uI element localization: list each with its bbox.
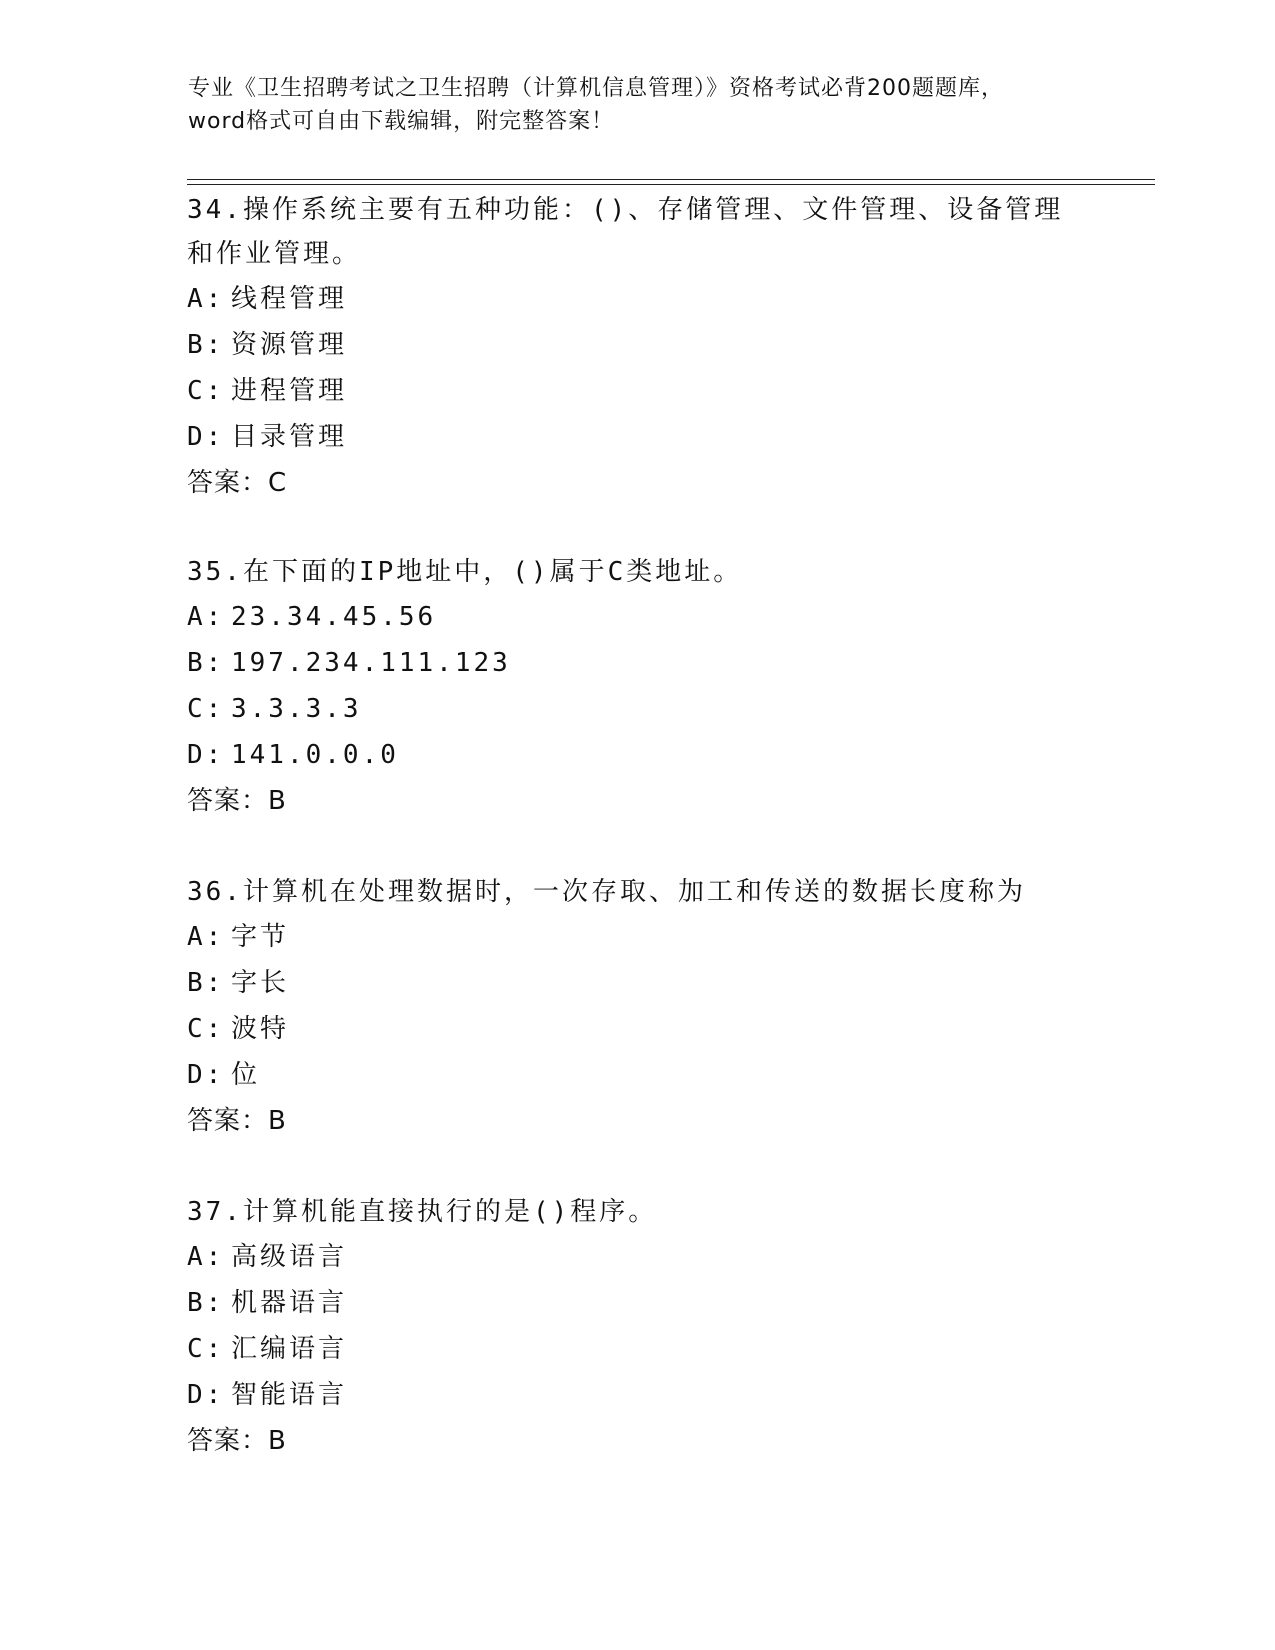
answer-line: 答案：B <box>187 1426 287 1456</box>
question-text: 37.计算机能直接执行的是()程序。 <box>187 1197 658 1227</box>
question-35 <box>187 550 1087 824</box>
question-37 <box>187 1190 1087 1464</box>
option-a: A: 线程管理 <box>187 284 348 314</box>
option-d: D: 目录管理 <box>187 422 348 452</box>
option-a: A: 字节 <box>187 922 290 952</box>
option-a: A: 23.34.45.56 <box>187 602 437 632</box>
header-divider-bottom <box>187 184 1155 185</box>
option-c: C: 进程管理 <box>187 376 348 406</box>
option-d: D: 位 <box>187 1060 261 1090</box>
question-36 <box>187 870 1087 1144</box>
option-c: C: 波特 <box>187 1014 290 1044</box>
question-text: 34.操作系统主要有五种功能：()、存储管理、文件管理、设备管理和作业管理。 <box>187 195 1064 269</box>
option-a: A: 高级语言 <box>187 1242 348 1272</box>
option-b: B: 资源管理 <box>187 330 348 360</box>
option-b: B: 197.234.111.123 <box>187 648 511 678</box>
option-d: D: 智能语言 <box>187 1380 348 1410</box>
option-d: D: 141.0.0.0 <box>187 740 399 770</box>
option-b: B: 字长 <box>187 968 290 998</box>
header-divider-top <box>187 179 1155 180</box>
answer-line: 答案：C <box>187 468 288 498</box>
question-text: 35.在下面的IP地址中，()属于C类地址。 <box>187 557 743 587</box>
answer-line: 答案：B <box>187 786 287 816</box>
document-header <box>188 72 1088 138</box>
question-text: 36.计算机在处理数据时，一次存取、加工和传送的数据长度称为 <box>187 877 1026 907</box>
option-c: C: 汇编语言 <box>187 1334 348 1364</box>
answer-line: 答案：B <box>187 1106 287 1136</box>
header-line-2: word格式可自由下载编辑，附完整答案！ <box>188 109 615 134</box>
header-line-1: 专业《卫生招聘考试之卫生招聘（计算机信息管理）》资格考试必背200题题库， <box>188 76 1004 101</box>
question-34 <box>187 188 1087 506</box>
option-b: B: 机器语言 <box>187 1288 348 1318</box>
option-c: C: 3.3.3.3 <box>187 694 362 724</box>
